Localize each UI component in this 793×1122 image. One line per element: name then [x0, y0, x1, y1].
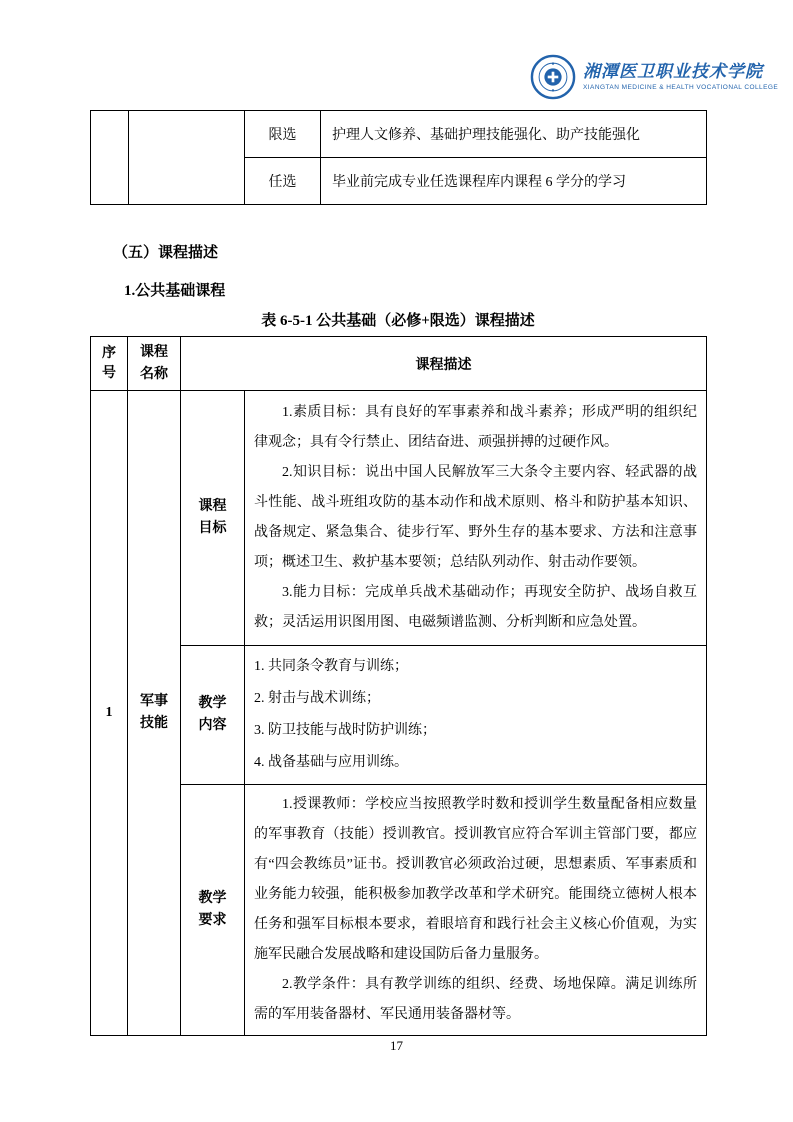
section-heading: （五）课程描述	[113, 245, 219, 261]
header-col-name-label: 课程名称	[139, 344, 168, 382]
header-col-desc: 课程描述	[181, 337, 707, 391]
college-name-cn: 湘潭医卫职业技术学院	[583, 62, 763, 81]
paragraph: 1.授课教师：学校应当按照教学时数和授训学生数量配备相应数量的军事教育（技能）授训教官。授训教官应符合军训主管部门要，都应有“四会教练员”证书。授训教官必须政治过硬，思想素质、军事素质和业务能力较强，能积极参加教学改革和学术研究。能围绕立德树人根本任务和强军目标根本要求，着眼培育和践行社会主义核心价值观，为实施军民融合发展战略和建设国防后备力量服务。	[254, 797, 697, 962]
section-label-content: 教学内容	[181, 646, 245, 785]
header-col-no	[91, 337, 128, 391]
elective-type-label: 任选	[245, 158, 321, 205]
table-title: 表 6-5-1 公共基础（必修+限选）课程描述	[261, 313, 535, 329]
list-item: 2. 射击与战术训练；	[254, 691, 380, 706]
header-col-no-label: 序号	[101, 345, 116, 381]
section-label-requirements: 教学要求	[181, 785, 245, 1036]
top-table	[90, 110, 707, 205]
elective-content: 毕业前完成专业任选课程库内课程 6 学分的学习	[321, 158, 707, 205]
teaching-content-cell	[245, 646, 707, 785]
paragraph: 2.教学条件：具有教学训练的组织、经费、场地保障。满足训练所需的军用装备器材、军民通用装备器材等。	[254, 977, 697, 1022]
college-emblem-icon	[530, 54, 576, 100]
paragraph: 3.能力目标：完成单兵战术基础动作；再现安全防护、战场自救互救；灵活运用识图用图、电磁频谱监测、分析判断和应急处置。	[254, 585, 697, 630]
row-no: 1	[91, 391, 128, 1036]
list-item: 4. 战备基础与应用训练。	[254, 755, 408, 770]
course-name: 军事技能	[139, 694, 168, 731]
header-col-name	[128, 337, 181, 391]
course-objectives-cell	[245, 391, 707, 646]
teaching-requirements-cell	[245, 785, 707, 1036]
paragraph: 1.素质目标：具有良好的军事素养和战斗素养；形成严明的组织纪律观念；具有令行禁止、团结奋进、顽强拼搏的过硬作风。	[254, 405, 697, 450]
page-number: 17	[390, 1038, 403, 1053]
paragraph: 2.知识目标：说出中国人民解放军三大条令主要内容、轻武器的战斗性能、战斗班组攻防的基本动作和战术原则、格斗和防护基本知识、战备规定、紧急集合、徒步行军、野外生存的基本要求、方法和注意事项；概述卫生、救护基本要领；总结队列动作、射击动作要领。	[254, 465, 697, 570]
list-item: 3. 防卫技能与战时防护训练；	[254, 723, 436, 738]
main-table	[90, 336, 707, 1036]
elective-type-label: 限选	[245, 111, 321, 158]
course-name-cell	[128, 391, 181, 1036]
subsection-heading: 1.公共基础课程	[124, 283, 226, 299]
college-name-block	[583, 61, 778, 93]
list-item: 1. 共同条令教育与训练；	[254, 659, 408, 674]
college-logo	[530, 54, 778, 100]
top-table-empty-cell	[91, 111, 129, 205]
top-table-empty-cell	[129, 111, 245, 205]
elective-content: 护理人文修养、基础护理技能强化、助产技能强化	[321, 111, 707, 158]
college-name-en: XIANGTAN MEDICINE & HEALTH VOCATIONAL COLLEGE	[583, 84, 779, 91]
section-label-objectives: 课程目标	[181, 391, 245, 646]
